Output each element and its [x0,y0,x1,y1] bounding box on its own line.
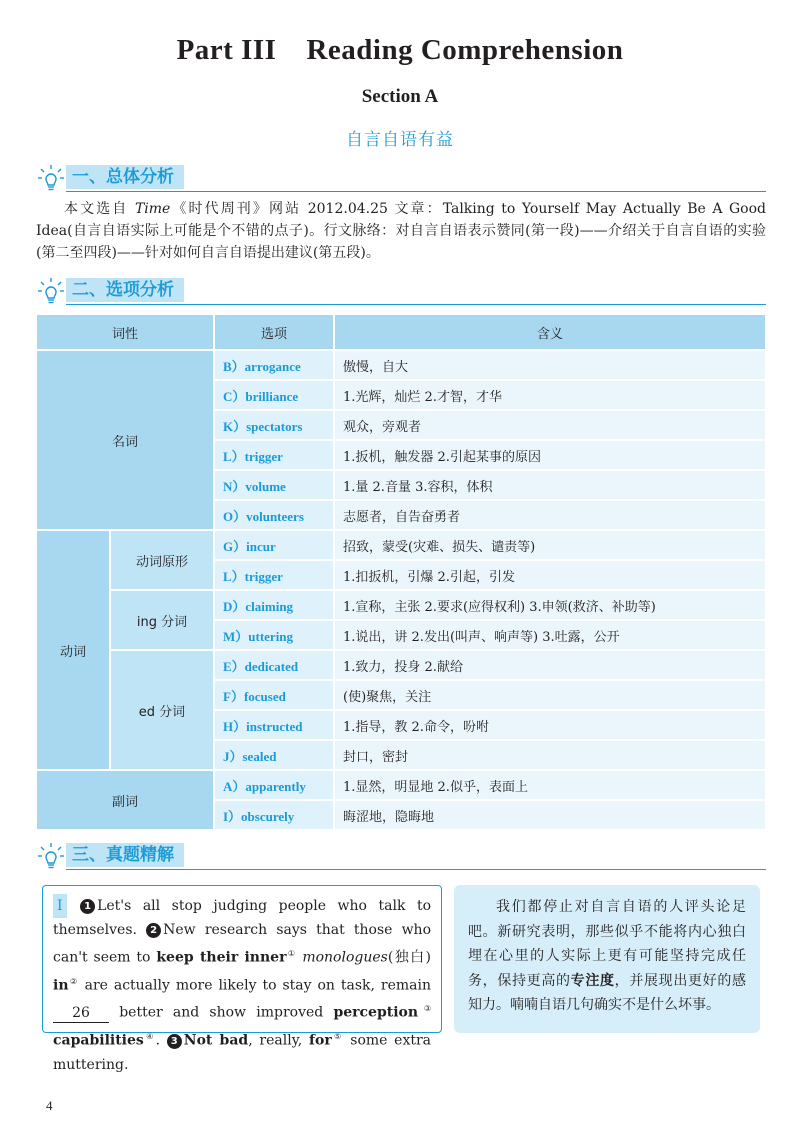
heading-options-label: 二、选项分析 [66,278,184,302]
sentence-number: 3 [167,1034,182,1049]
sentence-number: 1 [80,899,95,914]
heading-rule [66,191,766,192]
option-word: O）volunteers [214,500,334,530]
word-perception: perception [333,1004,419,1021]
part-title [0,34,800,67]
translation-box [454,885,760,1033]
heading-explain [36,841,766,871]
heading-overview [36,163,766,193]
option-word: L）trigger [214,440,334,470]
option-word: C）brilliance [214,380,334,410]
phrase-not-bad: Not bad [183,1032,249,1049]
sentence-2-text: New research says that those who can't seem to [53,922,431,966]
option-word: H）instructed [214,710,334,740]
option-meaning: 封口，密封 [334,740,766,770]
part-name: Reading Comprehension [306,34,624,66]
heading-overview-label: 一、总体分析 [66,165,184,189]
page-number: 4 [46,1098,53,1113]
header-meaning: 含义 [334,314,766,350]
option-meaning: 傲慢，自大 [334,350,766,380]
word-in: in [53,977,69,994]
sentence-2-end: . [155,1032,161,1049]
pos-adverb: 副词 [36,770,214,830]
table-row [36,350,766,380]
sentence-3-text: , really, [248,1032,309,1049]
sentence-number: 2 [146,923,161,938]
overview-text-1: 本文选自 [64,201,135,217]
option-meaning: 1.说出，讲 2.发出(叫声、响声等) 3.吐露，公开 [334,620,766,650]
sub-ed-form: ed 分词 [110,650,214,770]
overview-paragraph [36,198,766,264]
table-row [36,650,766,680]
gloss-monologue: (独白) [387,949,432,966]
heading-options [36,276,766,306]
pos-verb: 动词 [36,530,110,770]
option-word: L）trigger [214,560,334,590]
option-meaning: 晦涩地，隐晦地 [334,800,766,830]
option-word: M）uttering [214,620,334,650]
article-subtitle: 自言自语有益 [346,130,454,150]
part-number: Part III [176,34,277,66]
option-meaning: 招致，蒙受(灾难、损失、谴责等) [334,530,766,560]
sentence-1: Let's all stop judging people who talk to themselves. [53,898,432,938]
table-row [36,770,766,800]
footnote-marker: ② [68,976,79,986]
phrase-keep-inner: keep their inner [156,949,287,966]
sub-ing-form: ing 分词 [110,590,214,650]
sub-base-form: 动词原形 [110,530,214,590]
footnote-marker: ④ [143,1031,156,1041]
option-word: D）claiming [214,590,334,620]
option-meaning: 1.扣扳机，引爆 2.引起，引发 [334,560,766,590]
overview-source: Time [134,201,171,217]
sentence-3-text: some extra muttering. [53,1032,432,1073]
option-word: E）dedicated [214,650,334,680]
footnote-marker: ⑤ [331,1031,344,1041]
option-word: J）sealed [214,740,334,770]
lightbulb-icon [36,276,66,306]
word-capabilities: capabilities [53,1032,144,1049]
table-row [36,530,766,560]
footnote-marker: ① [286,949,297,958]
translation-text: ，并展现出更好的感知力。喃喃自语几句确实不是什么坏事。 [468,972,747,1013]
translation-highlight: 专注度 [570,972,615,989]
heading-rule [66,869,766,870]
option-word: K）spectators [214,410,334,440]
option-word: A）apparently [214,770,334,800]
option-meaning: 1.致力，投身 2.献给 [334,650,766,680]
table-header-row [36,314,766,350]
option-meaning: 观众，旁观者 [334,410,766,440]
header-pos: 词性 [36,314,214,350]
option-meaning: 1.光辉，灿烂 2.才智，才华 [334,380,766,410]
option-meaning: 1.显然，明显地 2.似乎，表面上 [334,770,766,800]
option-meaning: 1.扳机，触发器 2.引起某事的原因 [334,440,766,470]
translation-text: 我们都停止对自言自语的人评头论足吧。新研究表明，那些似乎不能将内心独白埋在心里的人实际上更有可能坚持完成任务，保持更高的 [468,899,746,989]
option-meaning: 1.宣称，主张 2.要求(应得权利) 3.申领(救济、补助等) [334,590,766,620]
option-word: F）focused [214,680,334,710]
sentence-2-text: are actually more likely to stay on task, remain [78,977,432,994]
options-table [36,314,766,830]
option-meaning: 1.量 2.音量 3.容积，体积 [334,470,766,500]
header-option: 选项 [214,314,334,350]
passage-box [42,885,442,1073]
section-title: Section A [361,86,439,107]
sentence-2-text: better and show improved [109,1004,334,1021]
table-row [36,590,766,620]
option-word: G）incur [214,530,334,560]
word-monologues: monologues [302,949,388,966]
option-meaning: 1.指导，教 2.命令，吩咐 [334,710,766,740]
option-meaning: 志愿者，自告奋勇者 [334,500,766,530]
pos-noun: 名词 [36,350,214,530]
answer-blank: 26 [53,1004,109,1023]
paragraph-marker: Ⅰ [53,894,67,918]
option-word: I）obscurely [214,800,334,830]
heading-rule [66,304,766,305]
option-meaning: (使)聚焦，关注 [334,680,766,710]
option-word: B）arrogance [214,350,334,380]
lightbulb-icon [36,841,66,871]
heading-explain-label: 三、真题精解 [66,843,184,867]
footnote-marker: ③ [418,1004,431,1014]
word-for: for [308,1032,332,1049]
lightbulb-icon [36,163,66,193]
overview-text-2: 《时代周刊》网站 2012.04.25 文章：Talking to Yourself May Actually Be A Good Idea(自言自语实际上可能是个不错的点子)。行文脉络：对自言自语表示赞同(第一段)——介绍关于自言自语的实验(第二至四段)——针对如何自言自语提出建议(第五段)。 [36,201,766,261]
option-word: N）volume [214,470,334,500]
